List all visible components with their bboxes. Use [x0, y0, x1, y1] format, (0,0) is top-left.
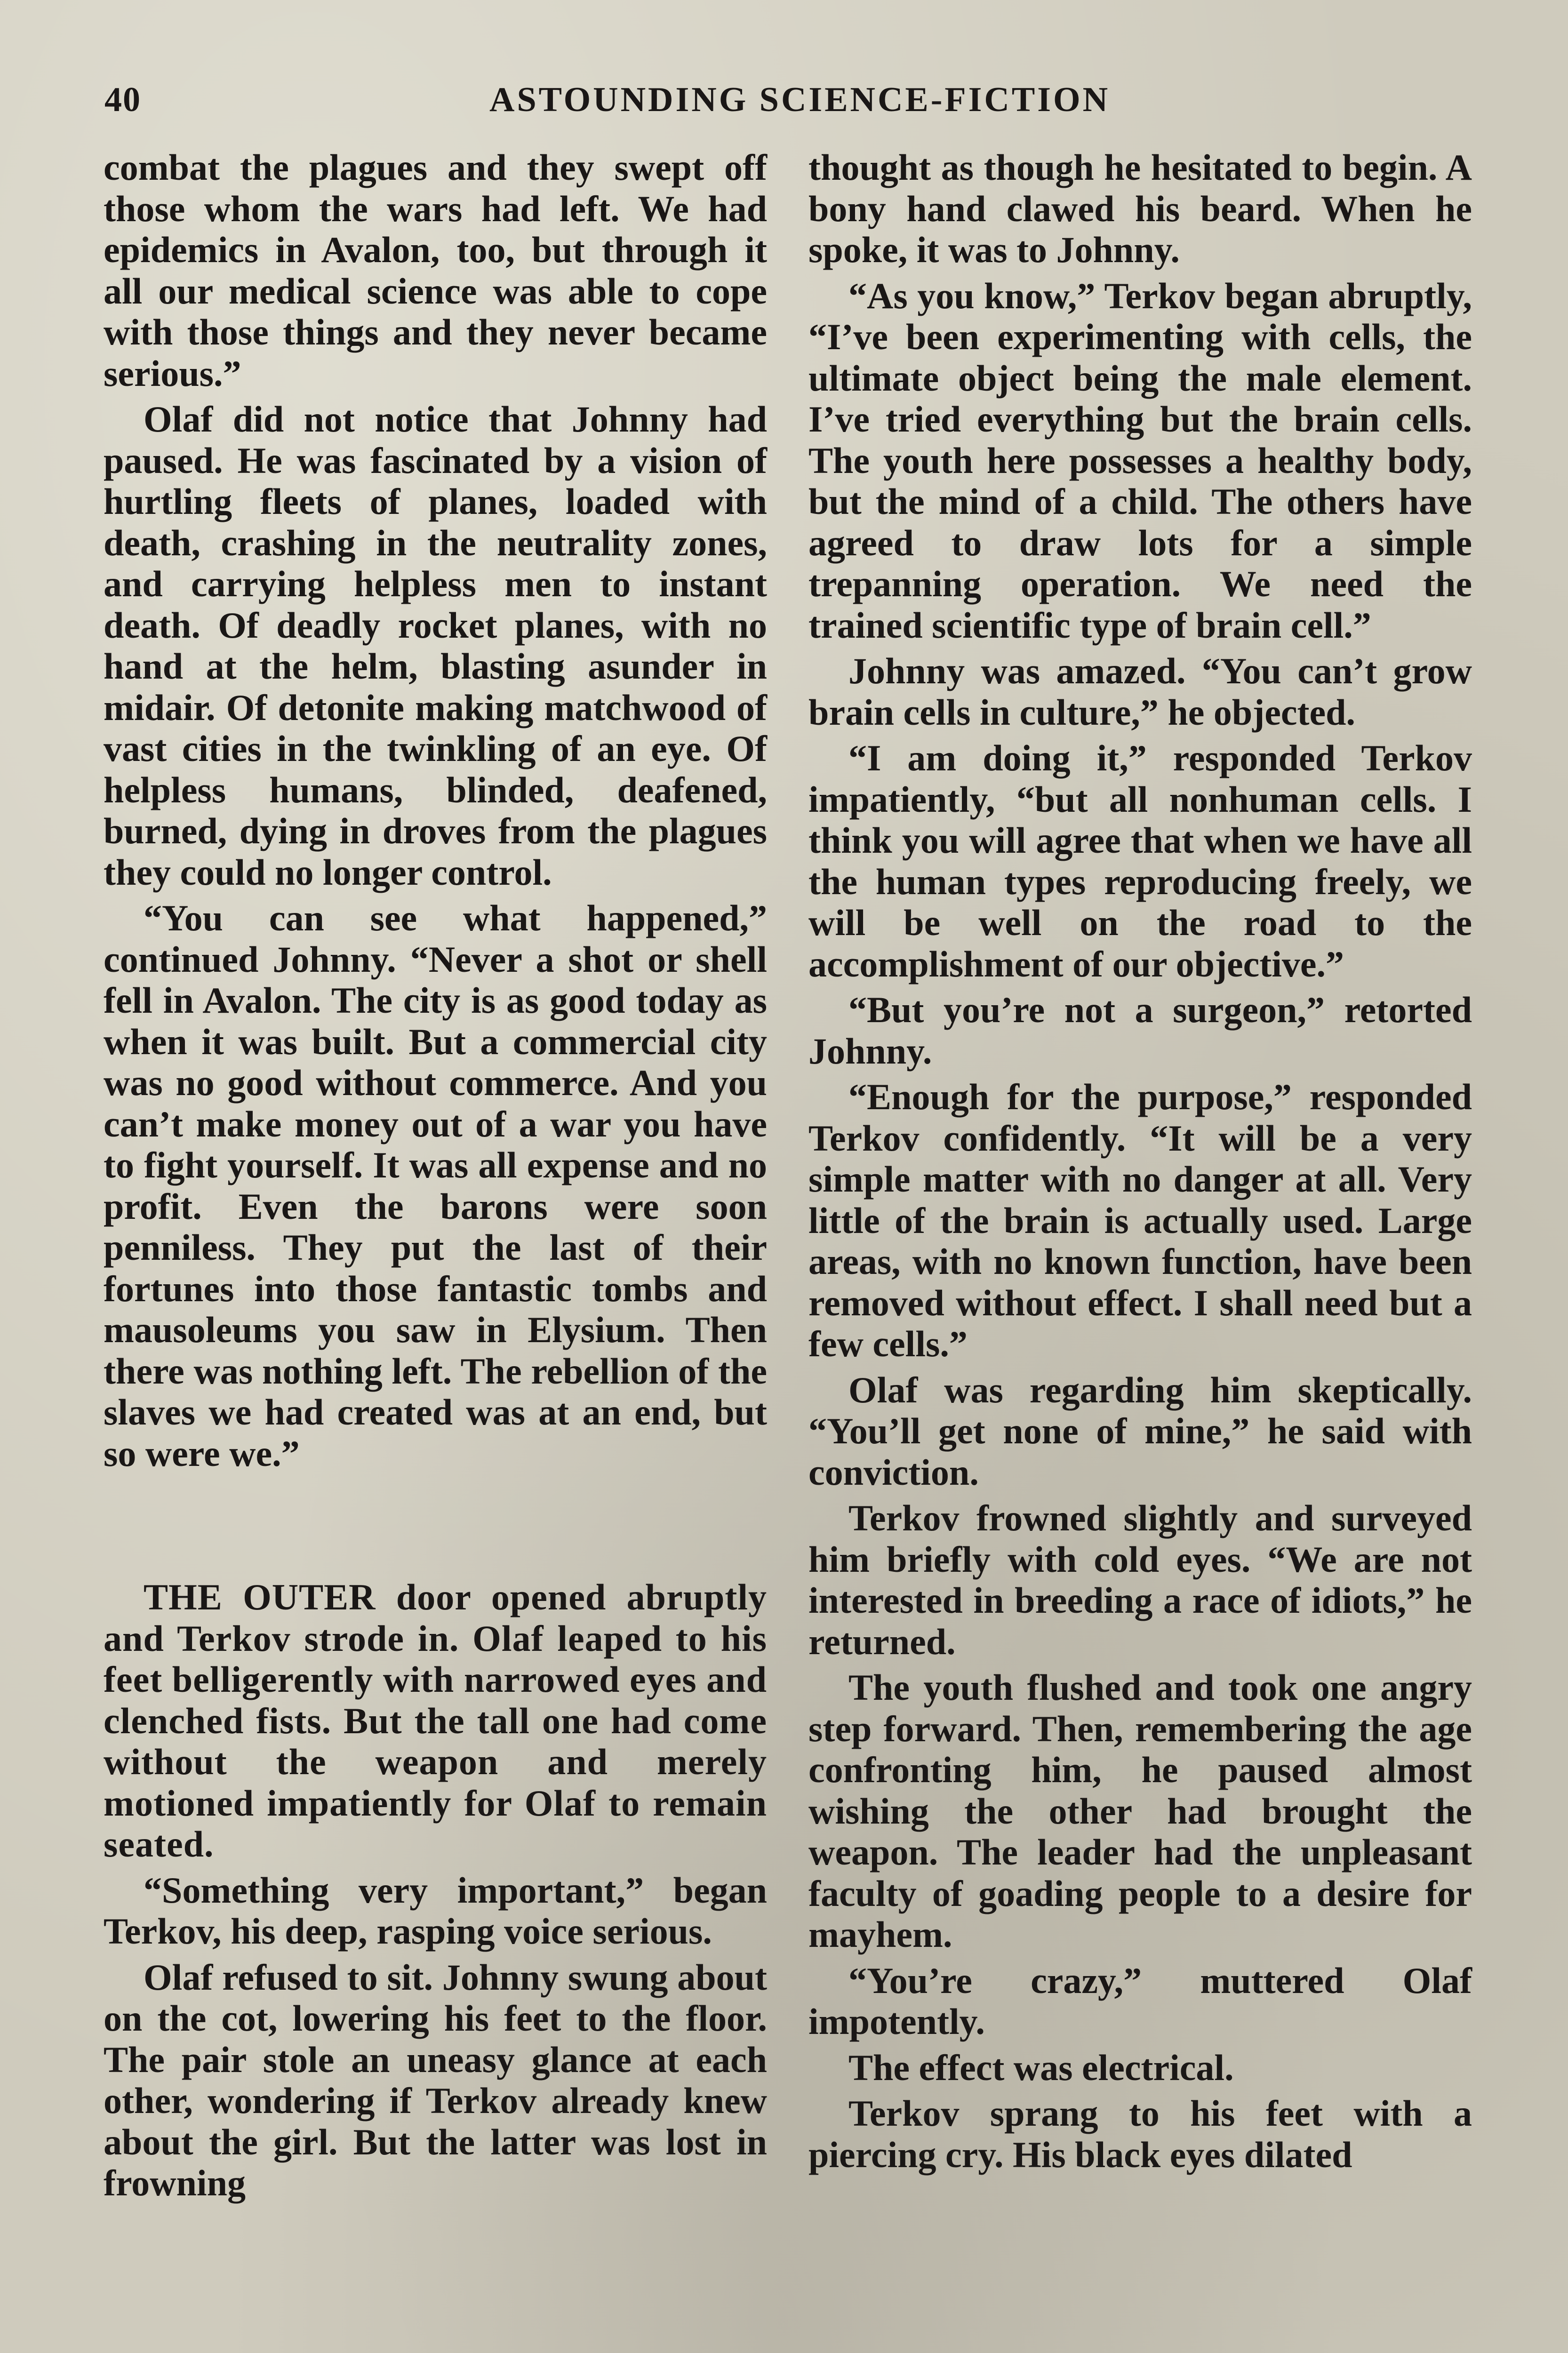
- paragraph: Terkov sprang to his feet with a piercing cry. His black eyes dilated: [808, 2093, 1472, 2175]
- paragraph: combat the plagues and they swept off those whom the wars had left. We had epidemics in Avalon, too, but through it all our medical science was able to cope with those things and they never became serious.”: [104, 147, 767, 394]
- paragraph: Olaf refused to sit. Johnny swung about on the cot, lowering his feet to the floor. The pair stole an uneasy glance at each other, wondering if Terkov already knew about the girl. But the latter was lost in frowning: [104, 1956, 767, 2203]
- paragraph: “You can see what happened,” continued Johnny. “Never a shot or shell fell in Avalon. The city is as good today as when it was built. But a commercial city was no good without commerce. And you can’t make money out of a war you have to fight yourself. It was all expense and no profit. Even the barons were soon penniless. They put the last of their fortunes into those fantastic tombs and mausoleums you saw in Elysium. Then there was nothing left. The rebellion of the slaves we had created was at an end, but so were we.”: [104, 897, 767, 1474]
- paragraph: Terkov frowned slightly and surveyed him briefly with cold eyes. “We are not interested in breeding a race of idiots,” he returned.: [808, 1497, 1472, 1662]
- paragraph: “As you know,” Terkov began abruptly, “I’ve been experimenting with cells, the ultimate object being the male element. I’ve tried everything but the brain cells. The youth here possesses a healthy body, but the mind of a child. The others have agreed to draw lots for a simple trepanning operation. We need the trained scientific type of brain cell.”: [808, 275, 1472, 646]
- paragraph: “But you’re not a surgeon,” retorted Johnny.: [808, 989, 1472, 1072]
- right-column: [808, 147, 1472, 2180]
- paragraph: “You’re crazy,” muttered Olaf impotently.: [808, 1960, 1472, 2042]
- section-break: [104, 1479, 767, 1577]
- paragraph: “I am doing it,” responded Terkov impatiently, “but all nonhuman cells. I think you will agree that when we have all the human types reproducing freely, we will be well on the road to the accomplishment of our objective.”: [808, 737, 1472, 984]
- left-column: [104, 147, 767, 2209]
- paragraph: Johnny was amazed. “You can’t grow brain cells in culture,” he objected.: [808, 650, 1472, 733]
- paragraph: Olaf was regarding him skeptically. “You’ll get none of mine,” he said with conviction.: [808, 1369, 1472, 1493]
- paragraph: “Enough for the purpose,” responded Terkov confidently. “It will be a very simple matter with no danger at all. Very little of the brain is actually used. Large areas, with no known function, have been removed without effect. I shall need but a few cells.”: [808, 1076, 1472, 1364]
- paragraph: thought as though he hesitated to begin. A bony hand clawed his beard. When he spoke, it was to Johnny.: [808, 147, 1472, 270]
- page-header: [0, 80, 1568, 122]
- page-number: 40: [104, 80, 141, 119]
- paragraph: The youth flushed and took one angry step forward. Then, remembering the age confronting him, he paused almost wishing the other had brought the weapon. The leader had the unpleasant faculty of goading people to a desire for mayhem.: [808, 1667, 1472, 1955]
- paragraph: THE OUTER door opened abruptly and Terkov strode in. Olaf leaped to his feet belligerently with narrowed eyes and clenched fists. But the tall one had come without the weapon and merely motioned impatiently for Olaf to remain seated.: [104, 1577, 767, 1865]
- paragraph: “Something very important,” began Terkov, his deep, rasping voice serious.: [104, 1869, 767, 1952]
- paragraph: The effect was electrical.: [848, 2047, 1234, 2088]
- paragraph: Olaf did not notice that Johnny had paused. He was fascinated by a vision of hurtling fleets of planes, loaded with death, crashing in the neutrality zones, and carrying helpless men to instant death. Of deadly rocket planes, with no hand at the helm, blasting asunder in midair. Of detonite making matchwood of vast cities in the twinkling of an eye. Of helpless humans, blinded, deafened, burned, dying in droves from the plagues they could no longer control.: [104, 399, 767, 893]
- running-head: ASTOUNDING SCIENCE-FICTION: [489, 80, 1111, 119]
